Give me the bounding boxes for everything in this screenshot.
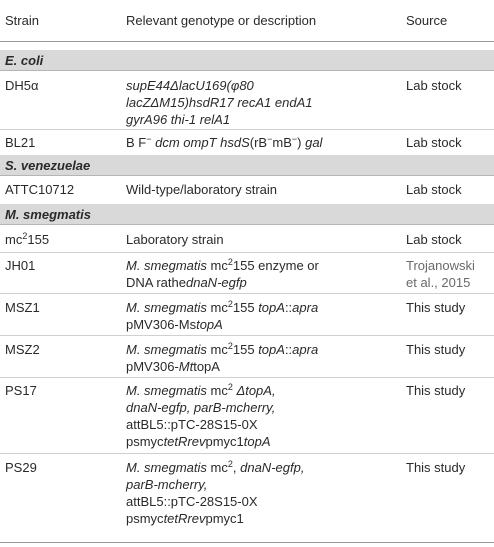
header-rule <box>0 41 494 42</box>
genotype: B F− dcm ompT hsdS(rB−mB−) gal <box>126 134 323 150</box>
genotype: supE44ΔlacU169(φ80 lacZΔM15)hsdR17 recA1 endA1 gyrA96 thi-1 relA1 <box>126 78 313 127</box>
section-msmegmatis <box>0 204 494 225</box>
section-label: M. smegmatis <box>5 207 91 222</box>
header-strain: Strain <box>5 13 39 28</box>
source: Lab stock <box>406 182 462 197</box>
genotype: Wild-type/laboratory strain <box>126 182 277 197</box>
strain-name: MSZ2 <box>5 342 40 357</box>
genotype: M. smegmatis $mc^2155$ topA::apra pMV306-MttopA <box>126 341 319 374</box>
source: This study <box>406 300 466 315</box>
row-divider <box>0 293 494 294</box>
strain-name: MSZ1 <box>5 300 40 315</box>
header-description: Relevant genotype or description <box>126 13 317 28</box>
section-ecoli <box>0 50 494 71</box>
strain-name: ATTC10712 <box>5 182 75 197</box>
strain-name: PS17 <box>5 383 37 398</box>
section-svenezuelae <box>0 155 494 176</box>
strain-name: $mc^2155$ <box>5 231 50 247</box>
genotype: M. smegmatis $mc^2$ ΔtopA, dnaN-egfp, parB-mcherry, attBL5::pTC-28S15-0X psmyctetRrevpmyc1topA <box>126 382 276 449</box>
genotype: M. smegmatis $mc^2$, dnaN-egfp, parB-mcherry, attBL5::pTC-28S15-0X psmyctetRrevpmyc1 <box>126 459 305 526</box>
strain-name: DH5α <box>5 78 39 93</box>
genotype: M. smegmatis $mc^2155$ enzyme or DNA rathednaN-egfp <box>126 257 319 290</box>
source: This study <box>406 342 466 357</box>
source: Trojanowski et al., 2015 <box>406 258 475 290</box>
source: Lab stock <box>406 232 462 247</box>
strain-name: BL21 <box>5 135 36 150</box>
row-divider <box>0 335 494 336</box>
header-source: Source <box>406 13 448 28</box>
row-divider <box>0 129 494 130</box>
section-label: S. venezuelae <box>5 158 91 173</box>
source: Lab stock <box>406 135 462 150</box>
strain-name: JH01 <box>5 258 36 273</box>
source: Lab stock <box>406 78 462 93</box>
source: This study <box>406 383 466 398</box>
genotype: M. smegmatis $mc^2155$ topA::apra pMV306-MstopA <box>126 299 319 332</box>
strain-name: PS29 <box>5 460 37 475</box>
table-bottom-rule <box>0 542 494 543</box>
row-divider <box>0 252 494 253</box>
row-divider <box>0 377 494 378</box>
row-divider <box>0 453 494 454</box>
genotype: Laboratory strain <box>126 232 224 247</box>
source: This study <box>406 460 466 475</box>
section-label: E. coli <box>5 53 44 68</box>
